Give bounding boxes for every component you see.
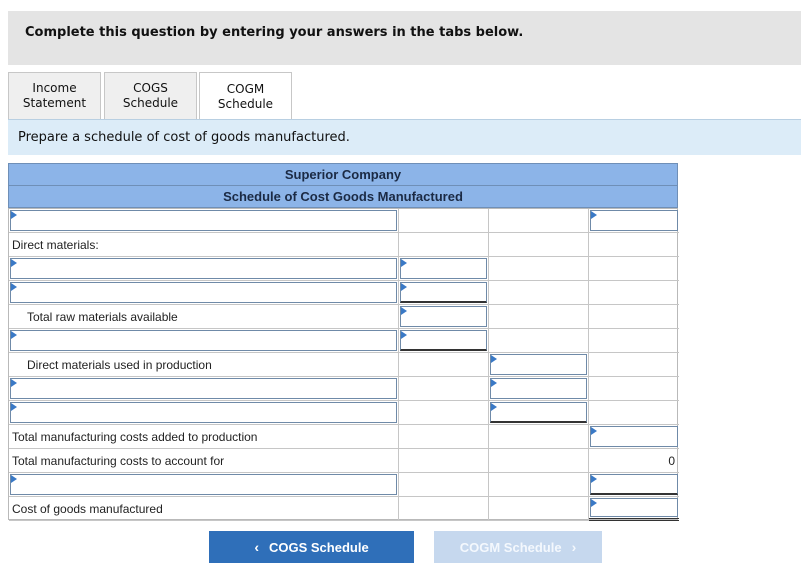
amount-cell — [589, 425, 679, 449]
empty-cell — [399, 497, 489, 521]
table-row — [9, 449, 679, 473]
table-row — [9, 257, 679, 281]
prev-tab-button[interactable] — [209, 531, 414, 563]
empty-cell — [399, 209, 489, 233]
empty-cell — [489, 257, 589, 281]
amount-cell — [489, 401, 589, 425]
amount-cell — [399, 305, 489, 329]
input-marker-icon — [11, 283, 17, 291]
amount-cell — [399, 281, 489, 305]
table-row — [9, 281, 679, 305]
dm-used-label: Direct materials used in production — [9, 353, 399, 377]
question-header — [8, 11, 801, 65]
amount-cell — [589, 497, 679, 521]
amount-cell — [589, 473, 679, 497]
table-row — [9, 377, 679, 401]
chevron-right-icon: › — [571, 539, 577, 555]
input-marker-icon — [11, 403, 17, 411]
direct-materials-label: Direct materials: — [9, 233, 399, 257]
amount-input[interactable] — [590, 498, 678, 517]
input-marker-icon — [11, 379, 17, 387]
empty-cell — [589, 329, 679, 353]
company-name: Superior Company — [8, 163, 678, 186]
empty-cell — [399, 353, 489, 377]
text-input[interactable] — [10, 258, 397, 279]
input-marker-icon — [491, 379, 497, 387]
input-marker-icon — [11, 259, 17, 267]
label-cell — [9, 401, 399, 425]
text-input[interactable] — [10, 210, 397, 231]
next-button-label: COGM Schedule — [459, 539, 562, 555]
amount-cell — [399, 257, 489, 281]
label-cell — [9, 377, 399, 401]
tab-income-statement[interactable] — [8, 72, 101, 120]
input-marker-icon — [11, 331, 17, 339]
input-marker-icon — [401, 283, 407, 291]
input-marker-icon — [401, 331, 407, 339]
input-marker-icon — [401, 307, 407, 315]
table-row — [9, 209, 679, 233]
input-marker-icon — [11, 211, 17, 219]
total-added-label: Total manufacturing costs added to production — [9, 425, 399, 449]
tab-cogs-schedule[interactable] — [104, 72, 197, 120]
header-text: Complete this question by entering your answers in the tabs below. — [25, 25, 524, 40]
empty-cell — [399, 233, 489, 257]
input-marker-icon — [591, 475, 597, 483]
label-cell — [9, 281, 399, 305]
amount-input[interactable] — [590, 426, 678, 447]
table-row — [9, 353, 679, 377]
amount-input[interactable] — [590, 210, 678, 231]
table-row — [9, 329, 679, 353]
amount-input[interactable] — [400, 258, 487, 279]
total-account-label: Total manufacturing costs to account for — [9, 449, 399, 473]
empty-cell — [589, 305, 679, 329]
empty-cell — [399, 473, 489, 497]
empty-cell — [489, 449, 589, 473]
text-input[interactable] — [10, 402, 397, 423]
schedule-title: Schedule of Cost Goods Manufactured — [8, 185, 678, 208]
input-marker-icon — [491, 355, 497, 363]
empty-cell — [589, 377, 679, 401]
input-marker-icon — [591, 427, 597, 435]
tab-label-line1: Income — [32, 81, 77, 95]
cogm-label: Cost of goods manufactured — [9, 497, 399, 521]
label-cell — [9, 257, 399, 281]
empty-cell — [399, 425, 489, 449]
text-input[interactable] — [10, 330, 397, 351]
instruction-bar — [8, 119, 801, 155]
table-row — [9, 233, 679, 257]
label-cell — [9, 473, 399, 497]
amount-cell — [589, 209, 679, 233]
empty-cell — [399, 449, 489, 473]
amount-input[interactable] — [400, 306, 487, 327]
text-input[interactable] — [10, 474, 397, 495]
schedule-table — [8, 208, 678, 520]
amount-input[interactable] — [400, 282, 487, 303]
empty-cell — [489, 425, 589, 449]
tab-label-line2: Schedule — [217, 96, 274, 111]
prev-button-label: COGS Schedule — [268, 539, 369, 555]
chevron-left-icon: ‹ — [254, 539, 259, 555]
amount-cell — [489, 377, 589, 401]
total-raw-materials-label: Total raw materials available — [9, 305, 399, 329]
total-account-value: 0 — [589, 449, 679, 473]
empty-cell — [399, 401, 489, 425]
empty-cell — [489, 305, 589, 329]
empty-cell — [399, 377, 489, 401]
table-row — [9, 401, 679, 425]
text-input[interactable] — [10, 282, 397, 303]
amount-input[interactable] — [490, 378, 587, 399]
label-cell — [9, 329, 399, 353]
instruction-text: Prepare a schedule of cost of goods manufactured. — [18, 130, 350, 145]
amount-input[interactable] — [590, 474, 678, 495]
empty-cell — [589, 281, 679, 305]
input-marker-icon — [591, 211, 597, 219]
empty-cell — [489, 473, 589, 497]
input-marker-icon — [11, 475, 17, 483]
tab-label-line2: Statement — [22, 96, 87, 110]
empty-cell — [489, 233, 589, 257]
tab-label-line1: COGS — [133, 81, 168, 95]
empty-cell — [589, 233, 679, 257]
table-row — [9, 305, 679, 329]
amount-input[interactable] — [490, 402, 587, 423]
amount-cell — [399, 329, 489, 353]
empty-cell — [489, 281, 589, 305]
input-marker-icon — [401, 259, 407, 267]
table-row — [9, 497, 679, 521]
empty-cell — [489, 497, 589, 521]
text-input[interactable] — [10, 378, 397, 399]
next-tab-button[interactable] — [434, 531, 602, 563]
tab-label-line1: COGM — [226, 81, 265, 96]
amount-input[interactable] — [400, 330, 487, 351]
input-marker-icon — [591, 499, 597, 507]
empty-cell — [589, 401, 679, 425]
tab-label-line2: Schedule — [122, 96, 179, 110]
tab-cogm-schedule[interactable] — [199, 72, 292, 121]
label-cell — [9, 209, 399, 233]
table-row — [9, 473, 679, 497]
empty-cell — [589, 257, 679, 281]
table-row — [9, 425, 679, 449]
amount-input[interactable] — [490, 354, 587, 375]
empty-cell — [589, 353, 679, 377]
input-marker-icon — [491, 403, 497, 411]
empty-cell — [489, 209, 589, 233]
empty-cell — [489, 329, 589, 353]
amount-cell — [489, 353, 589, 377]
